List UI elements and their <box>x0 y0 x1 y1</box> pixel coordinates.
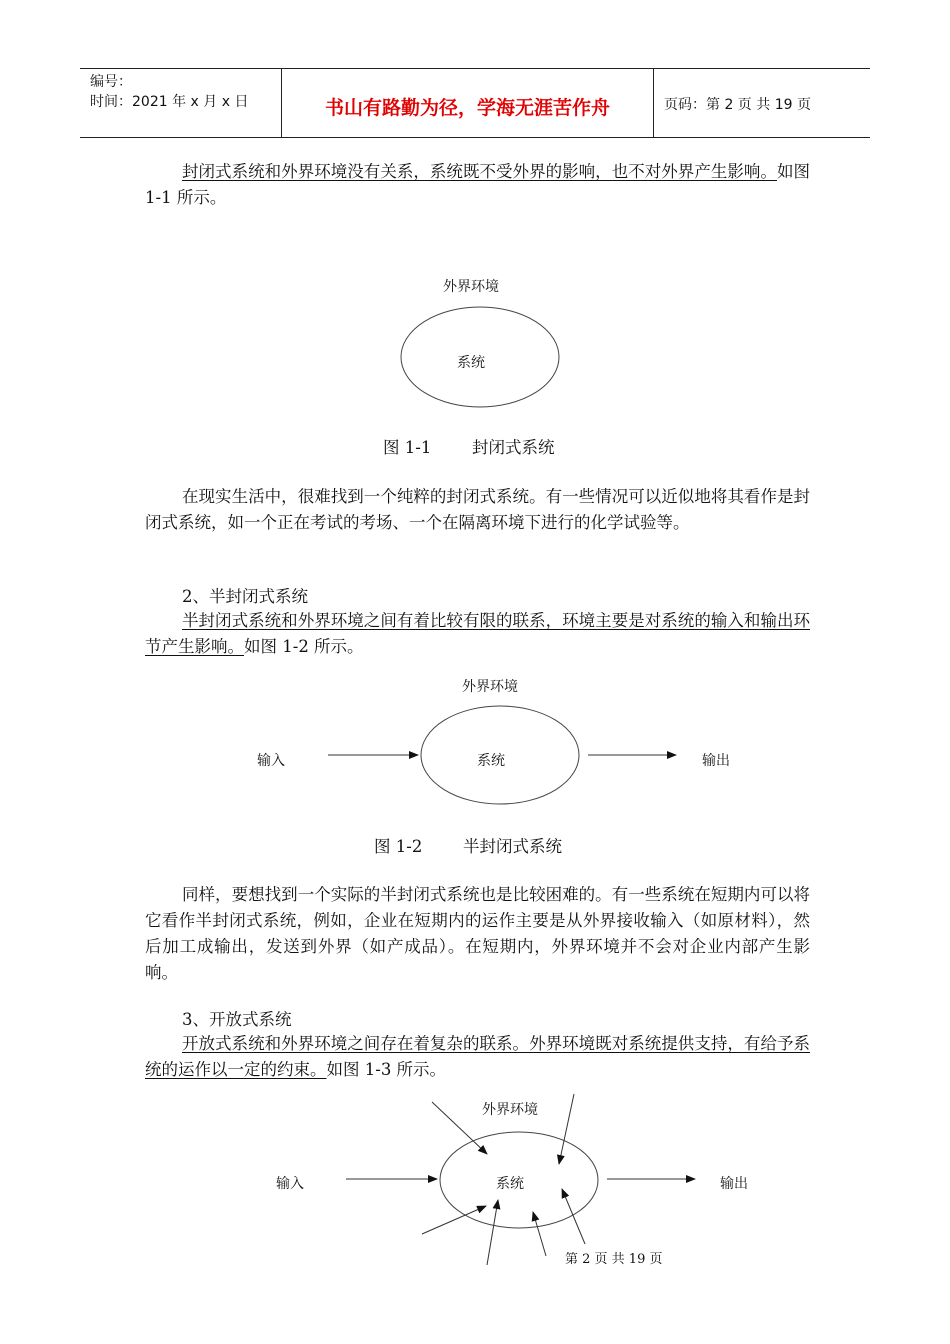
output-label: 输出 <box>720 1176 748 1192</box>
underlined-definition: 开放式系统和外界环境之间存在着复杂的联系。外界环境既对系统提供支持，有给予系统的运作以一定的约束。 <box>145 1034 810 1079</box>
underlined-definition: 半封闭式系统和外界环境之间有着比较有限的联系，环境主要是对系统的输入和输出环节产生影响。 <box>145 611 810 656</box>
environment-arrow <box>559 1094 574 1164</box>
output-label: 输出 <box>702 753 730 769</box>
section-heading-semi-closed: 2、半封闭式系统 <box>182 587 308 606</box>
environment-label: 外界环境 <box>482 1102 538 1118</box>
document-number-label: 编号： <box>90 74 132 90</box>
figure-caption-number: 图 1-1 <box>383 438 432 457</box>
underlined-definition: 封闭式系统和外界环境没有关系，系统既不受外界的影响，也不对外界产生影响。 <box>182 162 777 181</box>
system-label: 系统 <box>477 753 505 769</box>
figure-caption-title: 封闭式系统 <box>472 438 555 457</box>
input-label: 输入 <box>257 753 285 769</box>
environment-arrow <box>562 1189 585 1244</box>
environment-arrow <box>533 1212 546 1256</box>
system-label: 系统 <box>457 355 485 371</box>
figure-caption-title: 半封闭式系统 <box>463 837 562 856</box>
figure-reference: 如图 1-3 所示。 <box>326 1060 447 1079</box>
page-footer: 第 2 页 共 19 页 <box>565 1252 663 1267</box>
environment-arrow <box>432 1102 487 1154</box>
header-motto: 书山有路勤为径，学海无涯苦作舟 <box>324 97 610 119</box>
environment-arrow <box>487 1200 498 1265</box>
document-date-label: 时间：2021 年 x 月 x 日 <box>90 94 249 110</box>
figure-reference: 如图 1-2 所示。 <box>244 637 364 656</box>
closed-system-examples: 在现实生活中，很难找到一个纯粹的封闭式系统。有一些情况可以近似地将其看作是封闭式系统，如一个正在考试的考场、一个在隔离环境下进行的化学试验等。 <box>145 487 810 532</box>
environment-label: 外界环境 <box>443 279 499 295</box>
system-label: 系统 <box>496 1176 524 1192</box>
environment-label: 外界环境 <box>462 679 518 695</box>
input-label: 输入 <box>276 1176 304 1192</box>
figure-caption-number: 图 1-2 <box>374 837 423 856</box>
figure-reference: 如图 1-1 所示。 <box>145 162 811 207</box>
semi-closed-examples: 同样，要想找到一个实际的半封闭式系统也是比较困难的。有一些系统在短期内可以将它看作半封闭式系统，例如，企业在短期内的运作主要是从外界接收输入（如原材料），然后加工成输出，发送到外界（如产成品）。在短期内，外界环境并不会对企业内部产生影响。 <box>145 885 810 982</box>
section-heading-open: 3、开放式系统 <box>182 1010 292 1029</box>
header-page-info: 页码：第 2 页 共 19 页 <box>664 97 811 113</box>
